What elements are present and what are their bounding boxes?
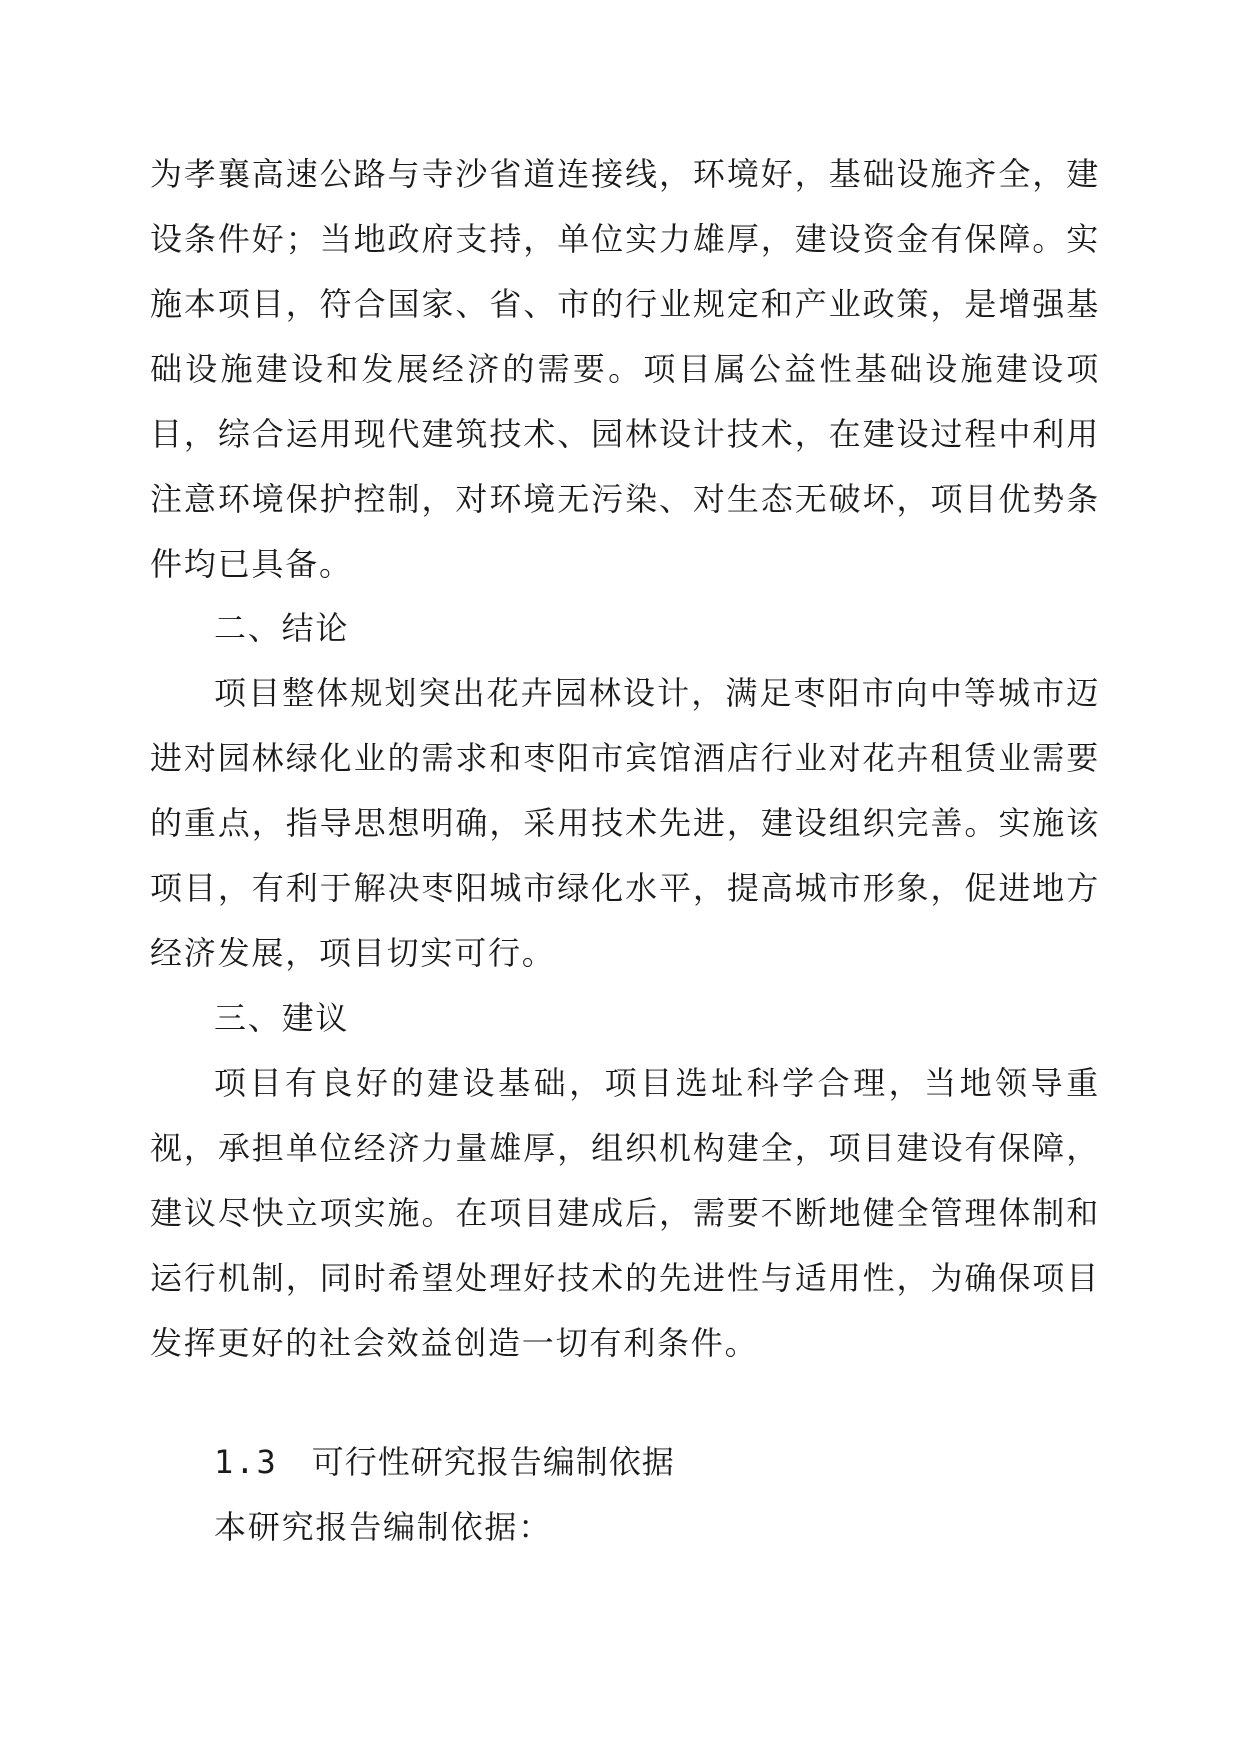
heading-suggestion: 三、建议: [214, 999, 350, 1037]
paragraph-project-advantages: 为孝襄高速公路与寺沙省道连接线，环境好，基础设施齐全，建设条件好；当地政府支持，单位实力雄厚，建设资金有保障。实施本项目，符合国家、省、市的行业规定和产业政策，是增强基础设施建设和发展经济的需要。项目属公益性基础设施建设项目，综合运用现代建筑技术、园林设计技术，在建设过程中利用注意环境保护控制，对环境无污染、对生态无破坏，项目优势条件均已具备。: [150, 155, 1100, 583]
paragraph-conclusion: 项目整体规划突出花卉园林设计，满足枣阳市向中等城市迈进对园林绿化业的需求和枣阳市宾馆酒店行业对花卉租赁业需要的重点，指导思想明确，采用技术先进，建设组织完善。实施该项目，有利于解决枣阳城市绿化水平，提高城市形象，促进地方经济发展，项目切实可行。: [150, 674, 1100, 972]
paragraph-basis-intro: 本研究报告编制依据：: [214, 1508, 553, 1546]
section-heading-1-3: [214, 1430, 675, 1495]
heading-conclusion: 二、结论: [214, 609, 350, 647]
paragraph-suggestion: 项目有良好的建设基础，项目选址科学合理，当地领导重视，承担单位经济力量雄厚，组织机构建全，项目建设有保障，建议尽快立项实施。在项目建成后，需要不断地健全管理体制和运行机制，同时希望处理好技术的先进性与适用性，为确保项目发挥更好的社会效益创造一切有利条件。: [150, 1064, 1100, 1362]
section-number: 1.3: [214, 1443, 278, 1481]
section-title: 可行性研究报告编制依据: [311, 1443, 675, 1481]
